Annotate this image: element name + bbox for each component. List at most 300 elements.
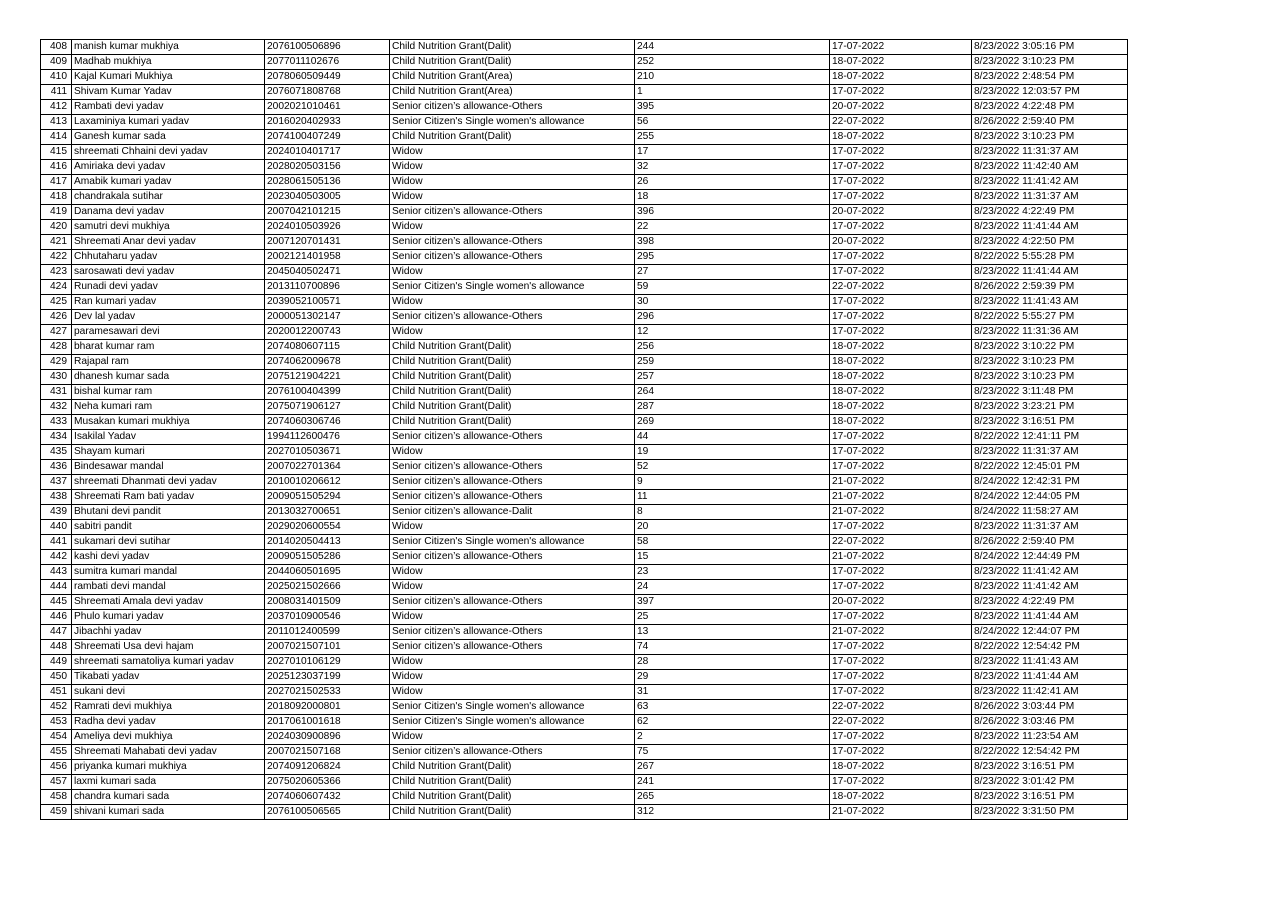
allowance-type-cell: Widow (390, 610, 635, 625)
allowance-type-cell: Senior citizen’s allowance-Dalit (390, 505, 635, 520)
row-number-cell: 423 (41, 265, 72, 280)
row-number-cell: 410 (41, 70, 72, 85)
beneficiary-name-cell: Danama devi yadav (72, 205, 265, 220)
allowance-type-cell: Widow (390, 160, 635, 175)
row-number-cell: 431 (41, 385, 72, 400)
entry-date-cell: 18-07-2022 (830, 130, 972, 145)
beneficiary-name-cell: Tikabati yadav (72, 670, 265, 685)
entry-date-cell: 18-07-2022 (830, 55, 972, 70)
beneficiary-name-cell: Bhutani devi pandit (72, 505, 265, 520)
table-row (41, 640, 1128, 655)
serial-number-cell: 2 (635, 730, 830, 745)
id-number-cell: 2000051302147 (265, 310, 390, 325)
id-number-cell: 2013110700896 (265, 280, 390, 295)
timestamp-cell: 8/22/2022 12:54:42 PM (972, 745, 1128, 760)
table-row (41, 580, 1128, 595)
entry-date-cell: 21-07-2022 (830, 805, 972, 820)
serial-number-cell: 269 (635, 415, 830, 430)
id-number-cell: 2045040502471 (265, 265, 390, 280)
entry-date-cell: 21-07-2022 (830, 475, 972, 490)
entry-date-cell: 17-07-2022 (830, 175, 972, 190)
row-number-cell: 433 (41, 415, 72, 430)
beneficiary-name-cell: chandrakala sutihar (72, 190, 265, 205)
entry-date-cell: 22-07-2022 (830, 535, 972, 550)
serial-number-cell: 287 (635, 400, 830, 415)
entry-date-cell: 18-07-2022 (830, 370, 972, 385)
allowance-type-cell: Senior Citizen's Single women's allowance (390, 280, 635, 295)
serial-number-cell: 210 (635, 70, 830, 85)
id-number-cell: 2029020600554 (265, 520, 390, 535)
serial-number-cell: 398 (635, 235, 830, 250)
allowance-type-cell: Widow (390, 445, 635, 460)
id-number-cell: 2023040503005 (265, 190, 390, 205)
table-row (41, 700, 1128, 715)
id-number-cell: 2076100404399 (265, 385, 390, 400)
entry-date-cell: 17-07-2022 (830, 145, 972, 160)
allowance-type-cell: Senior citizen’s allowance-Others (390, 235, 635, 250)
serial-number-cell: 59 (635, 280, 830, 295)
entry-date-cell: 17-07-2022 (830, 160, 972, 175)
serial-number-cell: 256 (635, 340, 830, 355)
table-row (41, 745, 1128, 760)
timestamp-cell: 8/23/2022 11:41:43 AM (972, 295, 1128, 310)
row-number-cell: 429 (41, 355, 72, 370)
timestamp-cell: 8/22/2022 5:55:27 PM (972, 310, 1128, 325)
table-row (41, 130, 1128, 145)
row-number-cell: 453 (41, 715, 72, 730)
id-number-cell: 2074062009678 (265, 355, 390, 370)
timestamp-cell: 8/24/2022 12:44:49 PM (972, 550, 1128, 565)
serial-number-cell: 8 (635, 505, 830, 520)
timestamp-cell: 8/26/2022 3:03:46 PM (972, 715, 1128, 730)
table-row (41, 205, 1128, 220)
id-number-cell: 2013032700651 (265, 505, 390, 520)
table-row (41, 445, 1128, 460)
beneficiary-name-cell: Ameliya devi mukhiya (72, 730, 265, 745)
allowance-type-cell: Senior citizen’s allowance-Others (390, 745, 635, 760)
allowance-type-cell: Widow (390, 295, 635, 310)
beneficiary-table (40, 39, 1128, 820)
entry-date-cell: 17-07-2022 (830, 730, 972, 745)
beneficiary-name-cell: paramesawari devi (72, 325, 265, 340)
serial-number-cell: 75 (635, 745, 830, 760)
timestamp-cell: 8/23/2022 12:03:57 PM (972, 85, 1128, 100)
serial-number-cell: 18 (635, 190, 830, 205)
row-number-cell: 409 (41, 55, 72, 70)
table-row (41, 595, 1128, 610)
row-number-cell: 443 (41, 565, 72, 580)
timestamp-cell: 8/23/2022 11:41:44 AM (972, 265, 1128, 280)
serial-number-cell: 31 (635, 685, 830, 700)
id-number-cell: 2076100506896 (265, 40, 390, 55)
row-number-cell: 425 (41, 295, 72, 310)
beneficiary-name-cell: manish kumar mukhiya (72, 40, 265, 55)
timestamp-cell: 8/23/2022 4:22:49 PM (972, 205, 1128, 220)
beneficiary-name-cell: Dev lal yadav (72, 310, 265, 325)
table-row (41, 775, 1128, 790)
beneficiary-name-cell: Jibachhi yadav (72, 625, 265, 640)
serial-number-cell: 312 (635, 805, 830, 820)
entry-date-cell: 17-07-2022 (830, 610, 972, 625)
serial-number-cell: 13 (635, 625, 830, 640)
timestamp-cell: 8/23/2022 11:23:54 AM (972, 730, 1128, 745)
beneficiary-name-cell: Madhab mukhiya (72, 55, 265, 70)
beneficiary-name-cell: kashi devi yadav (72, 550, 265, 565)
allowance-type-cell: Senior citizen’s allowance-Others (390, 250, 635, 265)
entry-date-cell: 17-07-2022 (830, 445, 972, 460)
timestamp-cell: 8/23/2022 3:10:23 PM (972, 355, 1128, 370)
id-number-cell: 2074080607115 (265, 340, 390, 355)
serial-number-cell: 255 (635, 130, 830, 145)
id-number-cell: 2008031401509 (265, 595, 390, 610)
allowance-type-cell: Widow (390, 730, 635, 745)
row-number-cell: 408 (41, 40, 72, 55)
serial-number-cell: 15 (635, 550, 830, 565)
row-number-cell: 459 (41, 805, 72, 820)
row-number-cell: 416 (41, 160, 72, 175)
entry-date-cell: 18-07-2022 (830, 70, 972, 85)
timestamp-cell: 8/23/2022 4:22:49 PM (972, 595, 1128, 610)
allowance-type-cell: Widow (390, 325, 635, 340)
entry-date-cell: 17-07-2022 (830, 85, 972, 100)
id-number-cell: 2010010206612 (265, 475, 390, 490)
serial-number-cell: 19 (635, 445, 830, 460)
row-number-cell: 432 (41, 400, 72, 415)
allowance-type-cell: Child Nutrition Grant(Dalit) (390, 55, 635, 70)
id-number-cell: 2014020504413 (265, 535, 390, 550)
serial-number-cell: 27 (635, 265, 830, 280)
row-number-cell: 447 (41, 625, 72, 640)
timestamp-cell: 8/23/2022 11:31:37 AM (972, 445, 1128, 460)
timestamp-cell: 8/22/2022 12:54:42 PM (972, 640, 1128, 655)
timestamp-cell: 8/23/2022 3:16:51 PM (972, 790, 1128, 805)
serial-number-cell: 265 (635, 790, 830, 805)
table-row (41, 145, 1128, 160)
table-row (41, 175, 1128, 190)
table-row (41, 805, 1128, 820)
allowance-type-cell: Widow (390, 580, 635, 595)
beneficiary-name-cell: Bindesawar mandal (72, 460, 265, 475)
timestamp-cell: 8/23/2022 11:31:36 AM (972, 325, 1128, 340)
allowance-type-cell: Senior citizen’s allowance-Others (390, 625, 635, 640)
beneficiary-name-cell: Shreemati Usa devi hajam (72, 640, 265, 655)
row-number-cell: 417 (41, 175, 72, 190)
allowance-type-cell: Widow (390, 145, 635, 160)
table-row (41, 670, 1128, 685)
row-number-cell: 446 (41, 610, 72, 625)
entry-date-cell: 17-07-2022 (830, 190, 972, 205)
serial-number-cell: 259 (635, 355, 830, 370)
allowance-type-cell: Child Nutrition Grant(Dalit) (390, 385, 635, 400)
beneficiary-name-cell: Isakilal Yadav (72, 430, 265, 445)
allowance-type-cell: Child Nutrition Grant(Dalit) (390, 760, 635, 775)
id-number-cell: 2027021502533 (265, 685, 390, 700)
serial-number-cell: 12 (635, 325, 830, 340)
allowance-type-cell: Widow (390, 670, 635, 685)
entry-date-cell: 21-07-2022 (830, 505, 972, 520)
allowance-type-cell: Senior citizen’s allowance-Others (390, 490, 635, 505)
table-row (41, 790, 1128, 805)
entry-date-cell: 17-07-2022 (830, 745, 972, 760)
allowance-type-cell: Child Nutrition Grant(Dalit) (390, 355, 635, 370)
id-number-cell: 2025021502666 (265, 580, 390, 595)
id-number-cell: 2074100407249 (265, 130, 390, 145)
allowance-type-cell: Senior Citizen's Single women's allowance (390, 535, 635, 550)
id-number-cell: 2028020503156 (265, 160, 390, 175)
entry-date-cell: 17-07-2022 (830, 250, 972, 265)
timestamp-cell: 8/23/2022 11:41:42 AM (972, 565, 1128, 580)
beneficiary-name-cell: Shreemati Ram bati yadav (72, 490, 265, 505)
row-number-cell: 426 (41, 310, 72, 325)
row-number-cell: 427 (41, 325, 72, 340)
beneficiary-name-cell: sumitra kumari mandal (72, 565, 265, 580)
row-number-cell: 413 (41, 115, 72, 130)
id-number-cell: 2017061001618 (265, 715, 390, 730)
id-number-cell: 2075020605366 (265, 775, 390, 790)
beneficiary-name-cell: Amabik kumari yadav (72, 175, 265, 190)
serial-number-cell: 397 (635, 595, 830, 610)
entry-date-cell: 20-07-2022 (830, 100, 972, 115)
allowance-type-cell: Widow (390, 685, 635, 700)
beneficiary-name-cell: Phulo kumari yadav (72, 610, 265, 625)
beneficiary-name-cell: bishal kumar ram (72, 385, 265, 400)
entry-date-cell: 17-07-2022 (830, 580, 972, 595)
id-number-cell: 1994112600476 (265, 430, 390, 445)
allowance-type-cell: Child Nutrition Grant(Dalit) (390, 400, 635, 415)
beneficiary-name-cell: Neha kumari ram (72, 400, 265, 415)
beneficiary-name-cell: Shreemati Anar devi yadav (72, 235, 265, 250)
beneficiary-name-cell: dhanesh kumar sada (72, 370, 265, 385)
timestamp-cell: 8/23/2022 3:31:50 PM (972, 805, 1128, 820)
entry-date-cell: 17-07-2022 (830, 640, 972, 655)
beneficiary-name-cell: Shreemati Mahabati devi yadav (72, 745, 265, 760)
allowance-type-cell: Widow (390, 565, 635, 580)
allowance-type-cell: Child Nutrition Grant(Dalit) (390, 130, 635, 145)
entry-date-cell: 17-07-2022 (830, 325, 972, 340)
row-number-cell: 458 (41, 790, 72, 805)
serial-number-cell: 267 (635, 760, 830, 775)
table-row (41, 760, 1128, 775)
entry-date-cell: 17-07-2022 (830, 655, 972, 670)
beneficiary-name-cell: Shivam Kumar Yadav (72, 85, 265, 100)
serial-number-cell: 56 (635, 115, 830, 130)
timestamp-cell: 8/23/2022 3:05:16 PM (972, 40, 1128, 55)
allowance-type-cell: Senior citizen’s allowance-Others (390, 640, 635, 655)
id-number-cell: 2007120701431 (265, 235, 390, 250)
row-number-cell: 430 (41, 370, 72, 385)
beneficiary-name-cell: Rajapal ram (72, 355, 265, 370)
row-number-cell: 419 (41, 205, 72, 220)
timestamp-cell: 8/23/2022 3:23:21 PM (972, 400, 1128, 415)
allowance-type-cell: Senior Citizen's Single women's allowance (390, 115, 635, 130)
beneficiary-name-cell: samutri devi mukhiya (72, 220, 265, 235)
timestamp-cell: 8/23/2022 3:01:42 PM (972, 775, 1128, 790)
row-number-cell: 435 (41, 445, 72, 460)
serial-number-cell: 395 (635, 100, 830, 115)
entry-date-cell: 17-07-2022 (830, 40, 972, 55)
id-number-cell: 2025123037199 (265, 670, 390, 685)
timestamp-cell: 8/23/2022 11:31:37 AM (972, 145, 1128, 160)
id-number-cell: 2016020402933 (265, 115, 390, 130)
allowance-type-cell: Senior citizen’s allowance-Others (390, 100, 635, 115)
row-number-cell: 437 (41, 475, 72, 490)
beneficiary-name-cell: shreemati samatoliya kumari yadav (72, 655, 265, 670)
entry-date-cell: 22-07-2022 (830, 280, 972, 295)
timestamp-cell: 8/26/2022 2:59:39 PM (972, 280, 1128, 295)
serial-number-cell: 44 (635, 430, 830, 445)
beneficiary-name-cell: priyanka kumari mukhiya (72, 760, 265, 775)
table-row (41, 265, 1128, 280)
serial-number-cell: 30 (635, 295, 830, 310)
entry-date-cell: 21-07-2022 (830, 625, 972, 640)
table-row (41, 295, 1128, 310)
row-number-cell: 451 (41, 685, 72, 700)
beneficiary-name-cell: Chhutaharu yadav (72, 250, 265, 265)
row-number-cell: 434 (41, 430, 72, 445)
table-row (41, 400, 1128, 415)
id-number-cell: 2009051505294 (265, 490, 390, 505)
row-number-cell: 424 (41, 280, 72, 295)
allowance-type-cell: Widow (390, 190, 635, 205)
id-number-cell: 2018092000801 (265, 700, 390, 715)
timestamp-cell: 8/24/2022 12:44:05 PM (972, 490, 1128, 505)
table-row (41, 415, 1128, 430)
beneficiary-name-cell: Ramrati devi mukhiya (72, 700, 265, 715)
row-number-cell: 456 (41, 760, 72, 775)
id-number-cell: 2002021010461 (265, 100, 390, 115)
allowance-type-cell: Child Nutrition Grant(Dalit) (390, 805, 635, 820)
allowance-type-cell: Child Nutrition Grant(Dalit) (390, 415, 635, 430)
entry-date-cell: 18-07-2022 (830, 385, 972, 400)
serial-number-cell: 241 (635, 775, 830, 790)
timestamp-cell: 8/23/2022 4:22:48 PM (972, 100, 1128, 115)
id-number-cell: 2039052100571 (265, 295, 390, 310)
entry-date-cell: 21-07-2022 (830, 490, 972, 505)
serial-number-cell: 62 (635, 715, 830, 730)
table-row (41, 160, 1128, 175)
row-number-cell: 444 (41, 580, 72, 595)
row-number-cell: 428 (41, 340, 72, 355)
table-row (41, 490, 1128, 505)
id-number-cell: 2027010106129 (265, 655, 390, 670)
serial-number-cell: 29 (635, 670, 830, 685)
id-number-cell: 2076100506565 (265, 805, 390, 820)
timestamp-cell: 8/23/2022 11:41:42 AM (972, 175, 1128, 190)
timestamp-cell: 8/23/2022 4:22:50 PM (972, 235, 1128, 250)
table-row (41, 550, 1128, 565)
beneficiary-name-cell: sarosawati devi yadav (72, 265, 265, 280)
serial-number-cell: 24 (635, 580, 830, 595)
allowance-type-cell: Senior citizen’s allowance-Others (390, 595, 635, 610)
entry-date-cell: 22-07-2022 (830, 715, 972, 730)
serial-number-cell: 20 (635, 520, 830, 535)
table-row (41, 40, 1128, 55)
serial-number-cell: 28 (635, 655, 830, 670)
table-row (41, 100, 1128, 115)
id-number-cell: 2074060306746 (265, 415, 390, 430)
serial-number-cell: 25 (635, 610, 830, 625)
serial-number-cell: 22 (635, 220, 830, 235)
table-row (41, 730, 1128, 745)
beneficiary-name-cell: Runadi devi yadav (72, 280, 265, 295)
beneficiary-name-cell: shivani kumari sada (72, 805, 265, 820)
table-row (41, 340, 1128, 355)
timestamp-cell: 8/23/2022 3:11:48 PM (972, 385, 1128, 400)
id-number-cell: 2002121401958 (265, 250, 390, 265)
id-number-cell: 2024010401717 (265, 145, 390, 160)
beneficiary-name-cell: Kajal Kumari Mukhiya (72, 70, 265, 85)
table-row (41, 325, 1128, 340)
entry-date-cell: 20-07-2022 (830, 205, 972, 220)
beneficiary-name-cell: Shreemati Amala devi yadav (72, 595, 265, 610)
row-number-cell: 420 (41, 220, 72, 235)
id-number-cell: 2076071808768 (265, 85, 390, 100)
serial-number-cell: 257 (635, 370, 830, 385)
timestamp-cell: 8/23/2022 3:10:22 PM (972, 340, 1128, 355)
id-number-cell: 2074060607432 (265, 790, 390, 805)
allowance-type-cell: Child Nutrition Grant(Dalit) (390, 340, 635, 355)
timestamp-cell: 8/23/2022 11:41:43 AM (972, 655, 1128, 670)
serial-number-cell: 396 (635, 205, 830, 220)
id-number-cell: 2024030900896 (265, 730, 390, 745)
table-row (41, 370, 1128, 385)
table-row (41, 70, 1128, 85)
timestamp-cell: 8/23/2022 11:42:41 AM (972, 685, 1128, 700)
beneficiary-name-cell: bharat kumar ram (72, 340, 265, 355)
row-number-cell: 436 (41, 460, 72, 475)
table-row (41, 430, 1128, 445)
beneficiary-name-cell: Amiriaka devi yadav (72, 160, 265, 175)
entry-date-cell: 17-07-2022 (830, 520, 972, 535)
allowance-type-cell: Senior citizen’s allowance-Others (390, 550, 635, 565)
beneficiary-name-cell: Ganesh kumar sada (72, 130, 265, 145)
row-number-cell: 438 (41, 490, 72, 505)
timestamp-cell: 8/23/2022 3:16:51 PM (972, 760, 1128, 775)
beneficiary-name-cell: Musakan kumari mukhiya (72, 415, 265, 430)
table-row (41, 355, 1128, 370)
table-row (41, 505, 1128, 520)
serial-number-cell: 9 (635, 475, 830, 490)
table-row (41, 190, 1128, 205)
entry-date-cell: 22-07-2022 (830, 115, 972, 130)
row-number-cell: 421 (41, 235, 72, 250)
entry-date-cell: 18-07-2022 (830, 760, 972, 775)
entry-date-cell: 17-07-2022 (830, 685, 972, 700)
entry-date-cell: 17-07-2022 (830, 265, 972, 280)
table-row (41, 220, 1128, 235)
table-row (41, 610, 1128, 625)
timestamp-cell: 8/26/2022 3:03:44 PM (972, 700, 1128, 715)
table-row (41, 520, 1128, 535)
timestamp-cell: 8/23/2022 11:41:44 AM (972, 220, 1128, 235)
entry-date-cell: 21-07-2022 (830, 550, 972, 565)
allowance-type-cell: Senior citizen’s allowance-Others (390, 460, 635, 475)
row-number-cell: 445 (41, 595, 72, 610)
serial-number-cell: 63 (635, 700, 830, 715)
id-number-cell: 2037010900546 (265, 610, 390, 625)
timestamp-cell: 8/23/2022 11:42:40 AM (972, 160, 1128, 175)
table-row (41, 280, 1128, 295)
entry-date-cell: 22-07-2022 (830, 700, 972, 715)
table-row (41, 385, 1128, 400)
id-number-cell: 2007021507101 (265, 640, 390, 655)
serial-number-cell: 17 (635, 145, 830, 160)
row-number-cell: 411 (41, 85, 72, 100)
timestamp-cell: 8/23/2022 11:31:37 AM (972, 520, 1128, 535)
entry-date-cell: 18-07-2022 (830, 415, 972, 430)
id-number-cell: 2044060501695 (265, 565, 390, 580)
allowance-type-cell: Child Nutrition Grant(Dalit) (390, 775, 635, 790)
